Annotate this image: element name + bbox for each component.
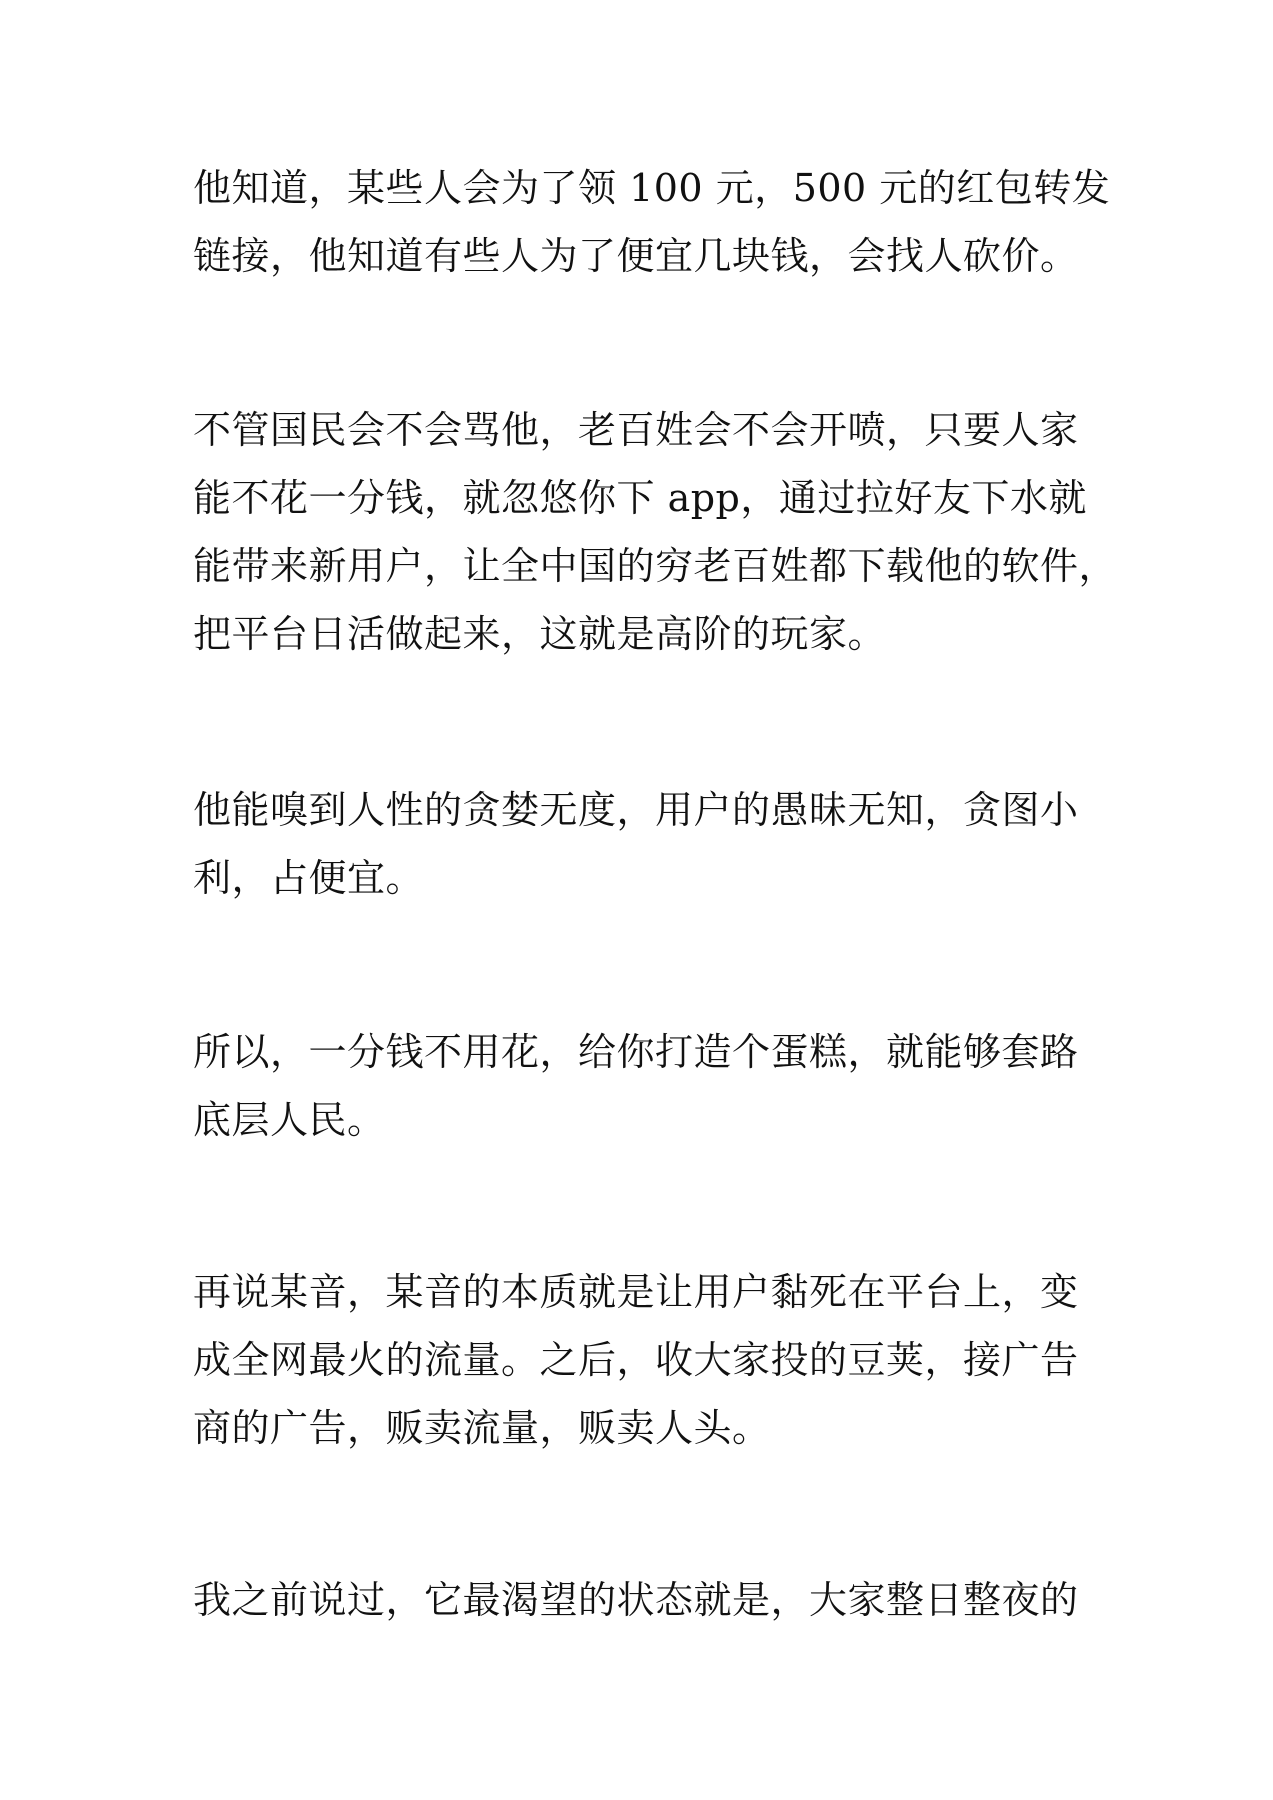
- paragraph-6-line-1: 我之前说过，它最渴望的状态就是，大家整日整夜的: [193, 1578, 1079, 1622]
- paragraph-2-line-2: 能不花一分钱，就忽悠你下 app，通过拉好友下水就: [193, 476, 1087, 520]
- paragraph-1-line-2: 链接，他知道有些人为了便宜几块钱，会找人砍价。: [193, 234, 1079, 278]
- paragraph-3-line-1: 他能嗅到人性的贪婪无度，用户的愚昧无知，贪图小: [193, 788, 1079, 832]
- paragraph-4-line-1: 所以，一分钱不用花，给你打造个蛋糕，就能够套路: [193, 1030, 1079, 1074]
- paragraph-5-line-1: 再说某音，某音的本质就是让用户黏死在平台上，变: [193, 1270, 1079, 1314]
- paragraph-1-line-1: 他知道，某些人会为了领 100 元，500 元的红包转发: [193, 166, 1111, 210]
- paragraph-2-line-3: 能带来新用户，让全中国的穷老百姓都下载他的软件，: [193, 544, 1118, 588]
- paragraph-4-line-2: 底层人民。: [193, 1098, 386, 1142]
- paragraph-2-line-1: 不管国民会不会骂他，老百姓会不会开喷，只要人家: [193, 408, 1079, 452]
- paragraph-5-line-3: 商的广告，贩卖流量，贩卖人头。: [193, 1406, 771, 1450]
- paragraph-3-line-2: 利，占便宜。: [193, 856, 425, 900]
- paragraph-5-line-2: 成全网最火的流量。之后，收大家投的豆荚，接广告: [193, 1338, 1079, 1382]
- paragraph-2-line-4: 把平台日活做起来，这就是高阶的玩家。: [193, 612, 887, 656]
